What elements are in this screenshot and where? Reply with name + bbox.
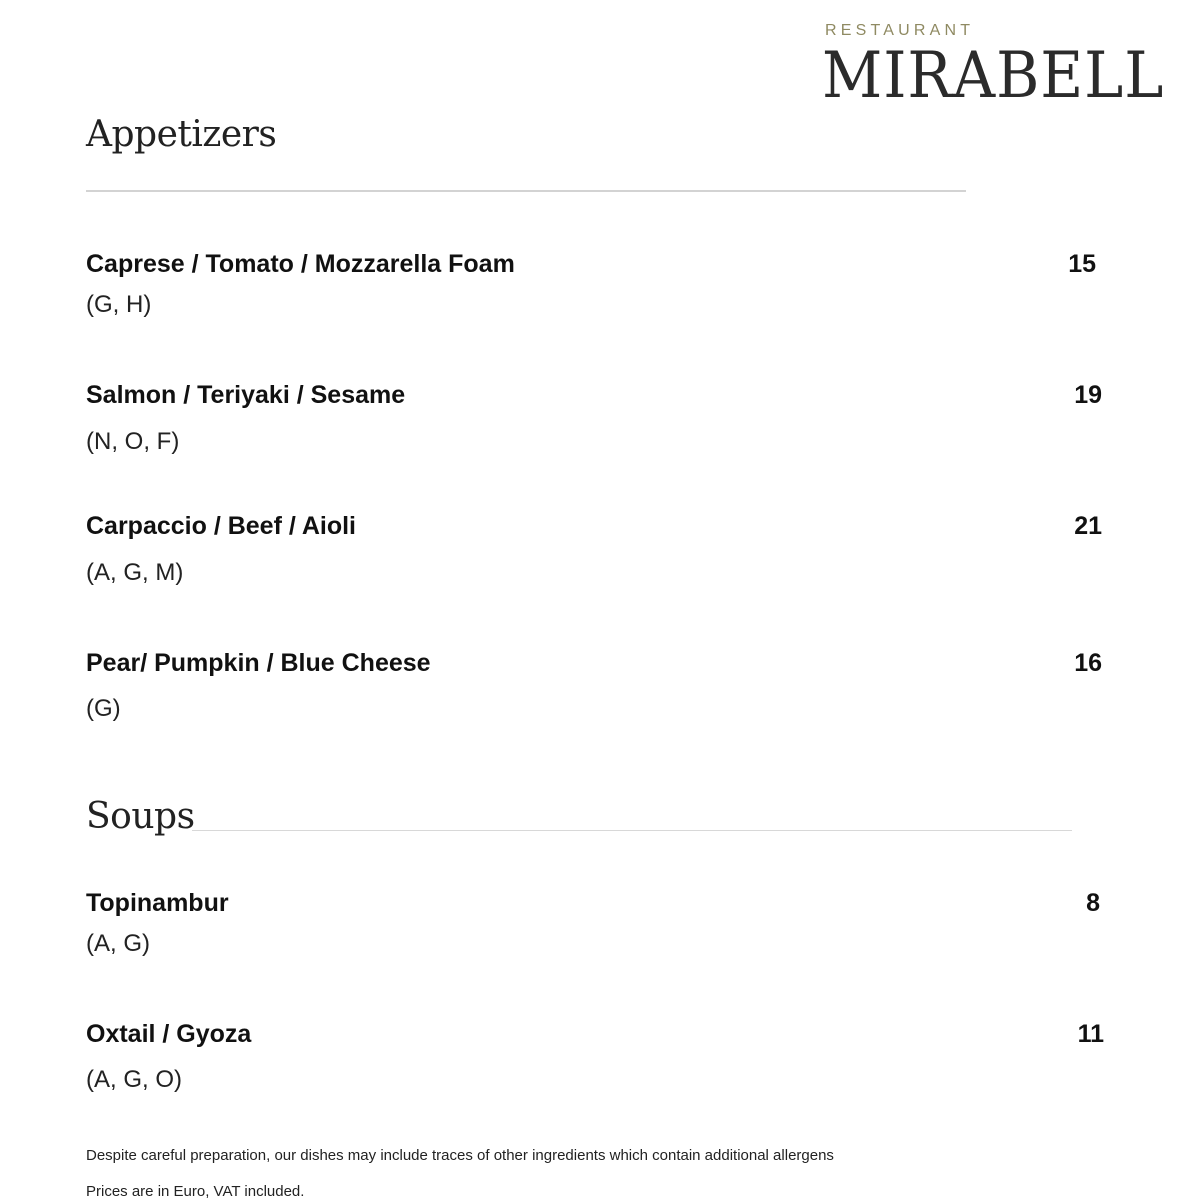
dish-price: 16: [1074, 649, 1102, 677]
dish-price: 19: [1074, 381, 1102, 409]
restaurant-logo: [822, 22, 1165, 122]
logo-wordmark: MIRABELL: [822, 39, 1165, 113]
dish-price: 11: [1077, 1020, 1104, 1048]
soups-divider: [192, 830, 1072, 831]
appetizers-title: Appetizers: [86, 114, 277, 155]
dish-name: Oxtail / Gyoza: [86, 1020, 252, 1048]
dish-allergens: (A, G): [86, 930, 150, 957]
dish-price: 8: [1086, 889, 1100, 917]
dish-name: Caprese / Tomato / Mozzarella Foam: [86, 250, 515, 278]
allergen-note: Despite careful preparation, our dishes may include traces of other ingredients which contain additional allergens: [86, 1147, 834, 1164]
logo-subtitle: RESTAURANT: [825, 22, 975, 39]
dish-name: Pear/ Pumpkin / Blue Cheese: [86, 649, 431, 677]
soups-title: Soups: [86, 796, 195, 837]
dish-allergens: (G): [86, 695, 121, 722]
dish-allergens: (A, G, O): [86, 1066, 182, 1093]
dish-name: Topinambur: [86, 889, 229, 917]
dish-allergens: (G, H): [86, 291, 152, 318]
appetizers-divider: [86, 190, 966, 192]
dish-allergens: (N, O, F): [86, 428, 180, 455]
dish-price: 21: [1074, 512, 1102, 540]
price-note: Prices are in Euro, VAT included.: [86, 1183, 305, 1200]
dish-allergens: (A, G, M): [86, 559, 184, 586]
dish-name: Carpaccio / Beef / Aioli: [86, 512, 356, 540]
dish-price: 15: [1068, 250, 1096, 278]
dish-name: Salmon / Teriyaki / Sesame: [86, 381, 406, 409]
